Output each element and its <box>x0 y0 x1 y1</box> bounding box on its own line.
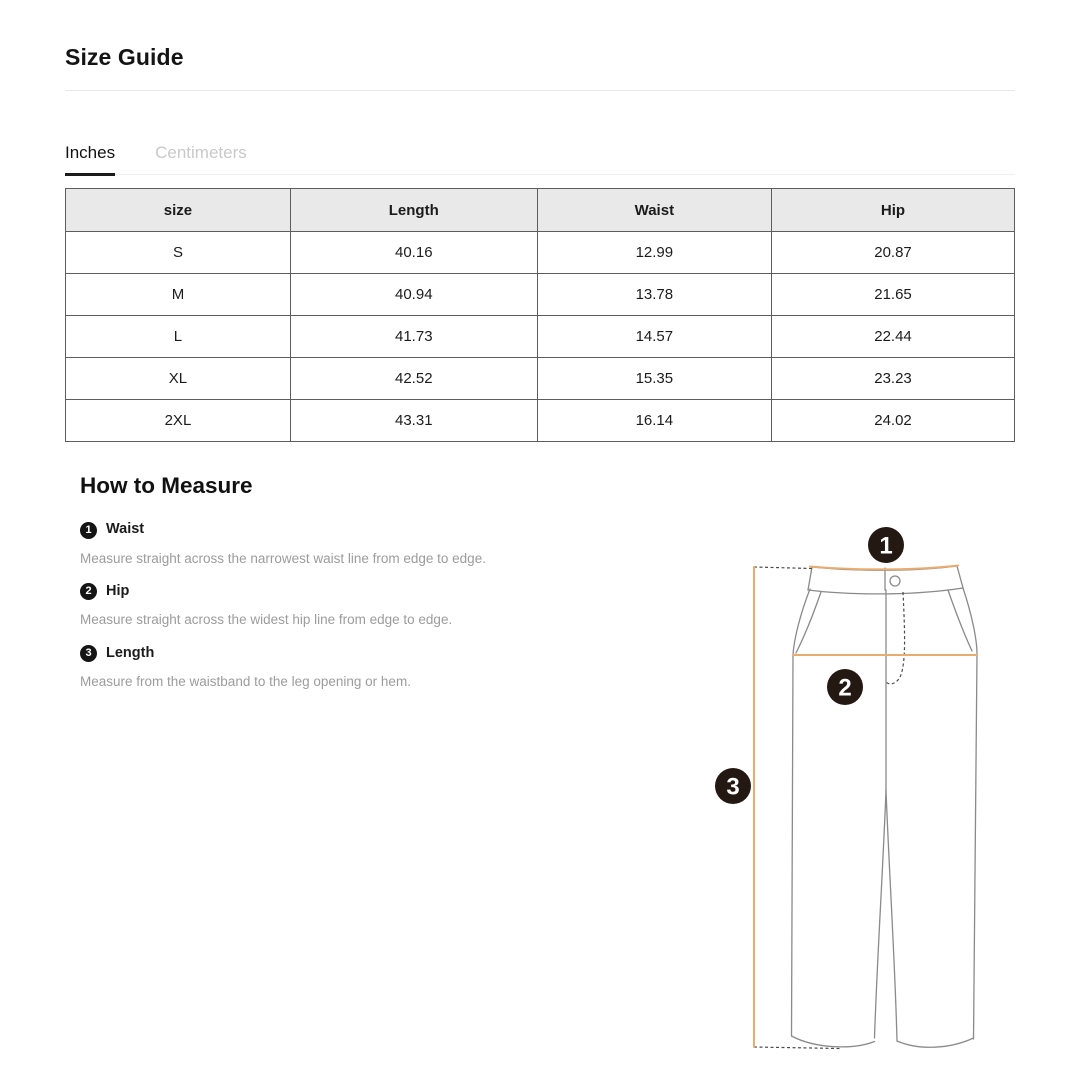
step-2-description: Measure straight across the widest hip line from edge to edge. <box>80 612 453 628</box>
cell-size: S <box>66 232 291 274</box>
cell-length: 41.73 <box>290 316 537 358</box>
pants-outline <box>792 566 978 1047</box>
cell-waist: 12.99 <box>537 232 771 274</box>
cell-waist: 15.35 <box>537 358 771 400</box>
measure-step-hip <box>80 583 660 600</box>
cell-length: 40.94 <box>290 274 537 316</box>
step-2-badge-icon: 2 <box>80 583 97 600</box>
table-row <box>66 232 1015 274</box>
how-to-measure-title: How to Measure <box>80 473 253 498</box>
step-1-badge-icon: 1 <box>80 522 97 539</box>
cell-waist: 14.57 <box>537 316 771 358</box>
cell-hip: 24.02 <box>772 400 1015 442</box>
cell-hip: 22.44 <box>772 316 1015 358</box>
cell-hip: 21.65 <box>772 274 1015 316</box>
step-3-description: Measure from the waistband to the leg opening or hem. <box>80 674 411 690</box>
tab-centimeters[interactable]: Centimeters <box>155 144 247 174</box>
cell-size: XL <box>66 358 291 400</box>
cell-size: 2XL <box>66 400 291 442</box>
cell-waist: 16.14 <box>537 400 771 442</box>
page-title: Size Guide <box>65 44 184 70</box>
table-row <box>66 316 1015 358</box>
cell-size: M <box>66 274 291 316</box>
col-header-hip: Hip <box>772 189 1015 232</box>
cell-length: 40.16 <box>290 232 537 274</box>
unit-tabs <box>65 144 1015 175</box>
step-1-description: Measure straight across the narrowest waist line from edge to edge. <box>80 550 486 566</box>
pants-diagram <box>700 520 1025 1070</box>
dashed-guides <box>754 567 905 1049</box>
cell-length: 42.52 <box>290 358 537 400</box>
tab-inches[interactable]: Inches <box>65 144 115 174</box>
measure-step-waist <box>80 522 660 539</box>
marker-3-number: 3 <box>726 773 740 801</box>
table-row <box>66 274 1015 316</box>
title-divider <box>65 90 1015 91</box>
step-1-label: Waist <box>106 521 145 538</box>
measure-step-length <box>80 645 660 662</box>
step-3-badge-icon: 3 <box>80 645 97 662</box>
measurement-lines <box>754 566 977 1048</box>
cell-hip: 20.87 <box>772 232 1015 274</box>
marker-1-number: 1 <box>879 532 893 560</box>
col-header-waist: Waist <box>537 189 771 232</box>
table-row <box>66 358 1015 400</box>
cell-length: 43.31 <box>290 400 537 442</box>
step-2-label: Hip <box>106 583 130 599</box>
cell-hip: 23.23 <box>772 358 1015 400</box>
how-to-measure-section <box>80 474 660 707</box>
step-3-label: Length <box>106 644 155 661</box>
col-header-length: Length <box>290 189 537 232</box>
cell-waist: 13.78 <box>537 274 771 316</box>
cell-size: L <box>66 316 291 358</box>
size-table-header-row <box>66 189 1015 232</box>
button-icon <box>890 576 900 586</box>
size-table <box>65 188 1015 442</box>
marker-2-number: 2 <box>838 674 852 702</box>
table-row <box>66 400 1015 442</box>
col-header-size: size <box>66 189 291 232</box>
